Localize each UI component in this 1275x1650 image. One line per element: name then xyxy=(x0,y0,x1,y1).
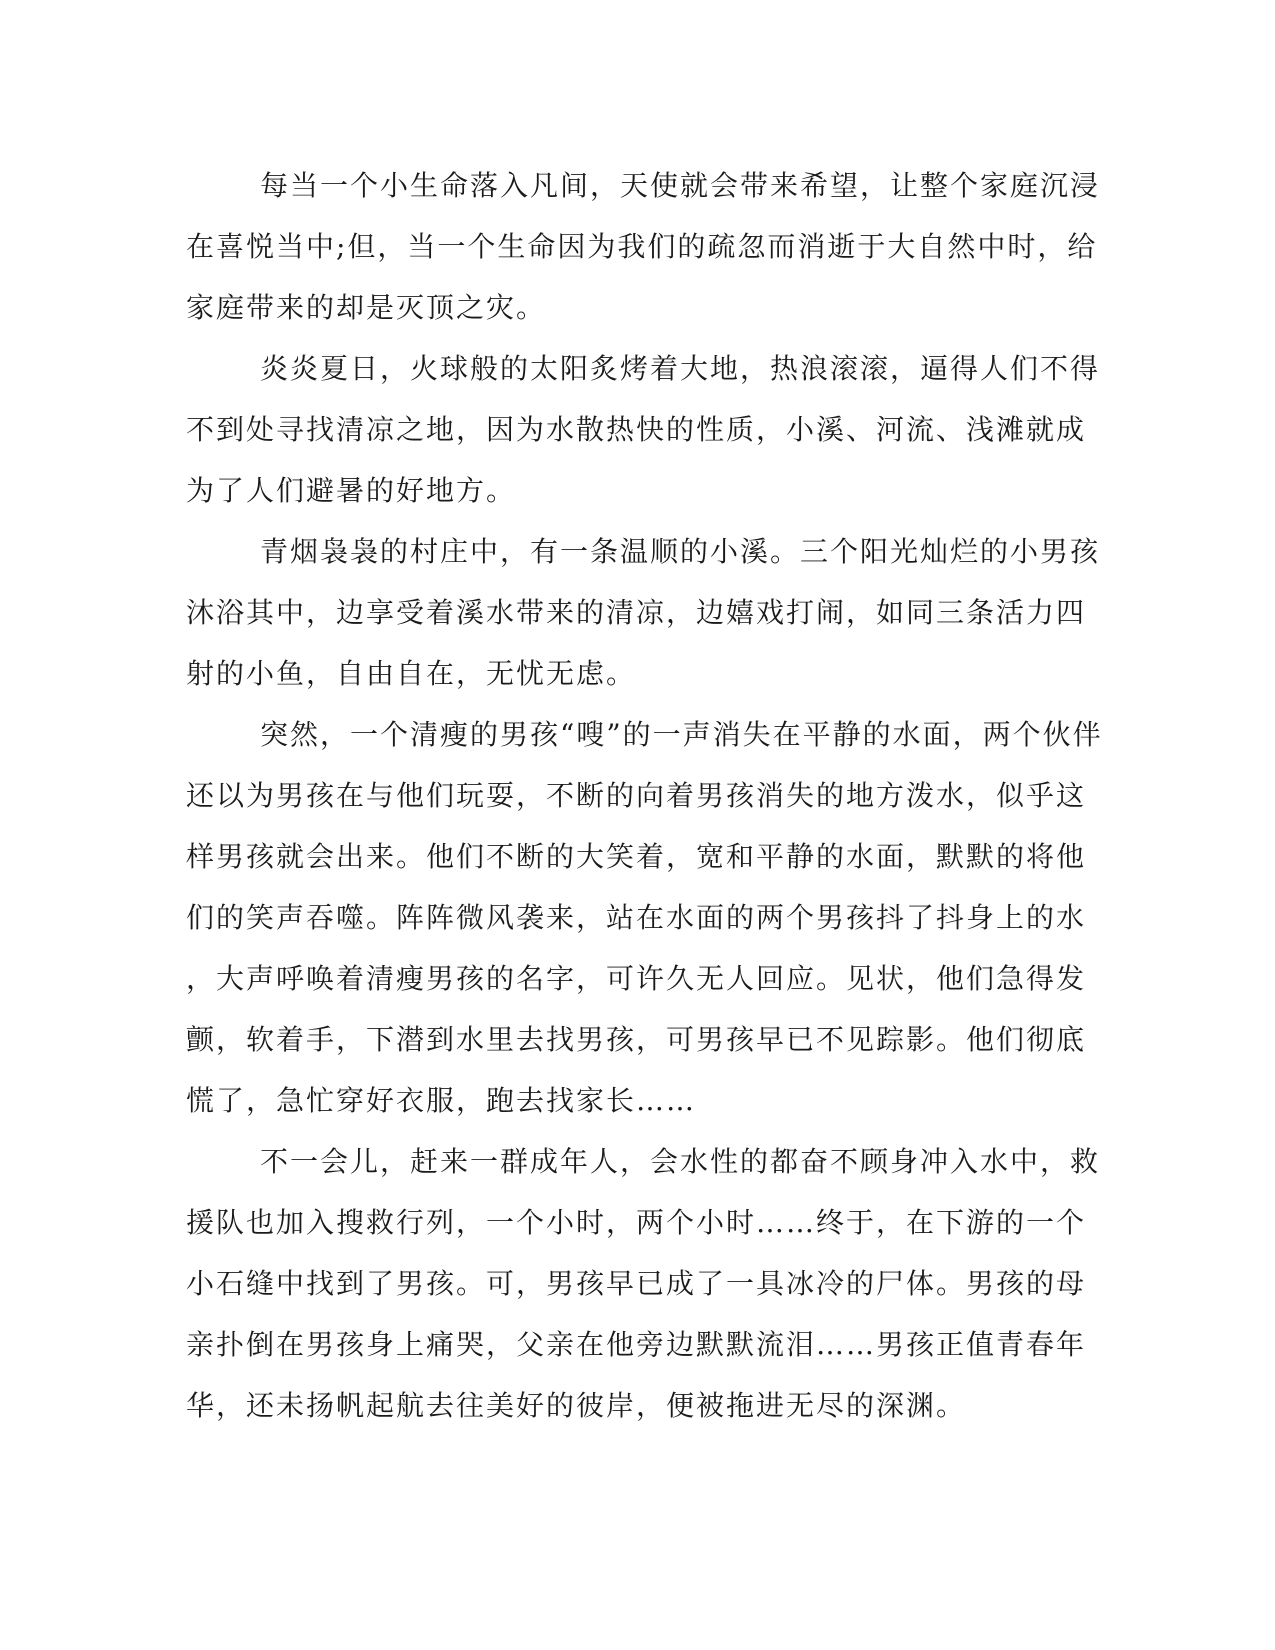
text-line: 突然，一个清瘦的男孩“嗖”的一声消失在平静的水面，两个伙伴 xyxy=(260,718,1103,751)
text-line: 慌了，急忙穿好衣服，跑去找家长…… xyxy=(186,1084,697,1117)
text-line: 们的笑声吞噬。阵阵微风袭来，站在水面的两个男孩抖了抖身上的水 xyxy=(186,901,1087,934)
text-line: 小石缝中找到了男孩。可，男孩早已成了一具冰冷的尸体。男孩的母 xyxy=(186,1267,1087,1300)
text-line: 家庭带来的却是灭顶之灾。 xyxy=(186,291,547,324)
text-line: 样男孩就会出来。他们不断的大笑着，宽和平静的水面，默默的将他 xyxy=(186,840,1087,873)
text-line: 为了人们避暑的好地方。 xyxy=(186,474,517,507)
text-line: 不一会儿，赶来一群成年人，会水性的都奋不顾身冲入水中，救 xyxy=(260,1145,1101,1178)
text-line: ，大声呼唤着清瘦男孩的名字，可许久无人回应。见状，他们急得发 xyxy=(186,962,1087,995)
text-line: 青烟袅袅的村庄中，有一条温顺的小溪。三个阳光灿烂的小男孩 xyxy=(260,535,1101,568)
paragraph xyxy=(186,1131,1101,1436)
document-body xyxy=(186,155,1103,1436)
paragraph xyxy=(186,704,1103,1131)
text-line: 在喜悦当中;但，当一个生命因为我们的疏忽而消逝于大自然中时，给 xyxy=(186,230,1098,263)
text-line: 射的小鱼，自由自在，无忧无虑。 xyxy=(186,657,637,690)
text-line: 每当一个小生命落入凡间，天使就会带来希望，让整个家庭沉浸 xyxy=(260,169,1101,202)
text-line: 沐浴其中，边享受着溪水带来的清凉，边嬉戏打闹，如同三条活力四 xyxy=(186,596,1087,629)
text-line: 还以为男孩在与他们玩耍，不断的向着男孩消失的地方泼水，似乎这 xyxy=(186,779,1087,812)
text-line: 颤，软着手，下潜到水里去找男孩，可男孩早已不见踪影。他们彻底 xyxy=(186,1023,1087,1056)
text-line: 华，还未扬帆起航去往美好的彼岸，便被拖进无尽的深渊。 xyxy=(186,1389,967,1422)
text-line: 不到处寻找清凉之地，因为水散热快的性质，小溪、河流、浅滩就成 xyxy=(186,413,1087,446)
paragraph xyxy=(186,521,1101,704)
text-line: 亲扑倒在男孩身上痛哭，父亲在他旁边默默流泪……男孩正值青春年 xyxy=(186,1328,1087,1361)
text-line: 炎炎夏日，火球般的太阳炙烤着大地，热浪滚滚，逼得人们不得 xyxy=(260,352,1101,385)
text-line: 援队也加入搜救行列，一个小时，两个小时……终于，在下游的一个 xyxy=(186,1206,1087,1239)
paragraph xyxy=(186,155,1101,338)
paragraph xyxy=(186,338,1101,521)
